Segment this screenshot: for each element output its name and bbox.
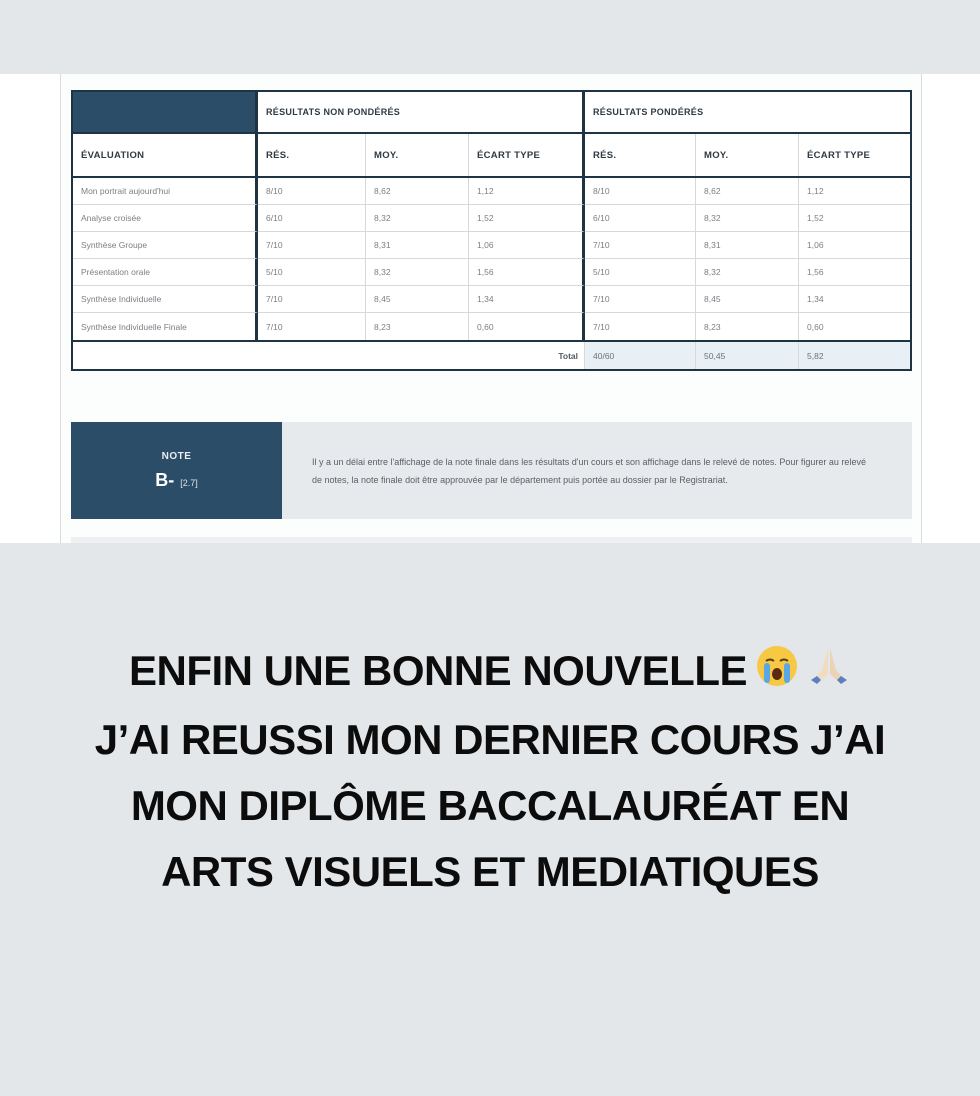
cell-moy-weighted: 8,32 — [696, 205, 799, 232]
cell-moy: 8,62 — [366, 178, 469, 205]
cell-res-weighted: 5/10 — [585, 259, 696, 286]
cell-moy: 8,32 — [366, 205, 469, 232]
cell-ecart-weighted: 1,06 — [799, 232, 910, 259]
group-header-weighted: RÉSULTATS PONDÉRÉS — [593, 107, 704, 117]
cell-ecart-weighted: 1,34 — [799, 286, 910, 313]
cell-ecart: 1,56 — [469, 259, 585, 286]
cell-res-weighted: 6/10 — [585, 205, 696, 232]
table-row — [73, 205, 910, 232]
cell-ecart-weighted: 1,12 — [799, 178, 910, 205]
cell-res-weighted: 7/10 — [585, 313, 696, 340]
cell-ecart-weighted: 0,60 — [807, 321, 824, 332]
cell-evaluation: Synthèse Groupe — [73, 232, 258, 259]
total-ecart: 5,82 — [799, 342, 910, 369]
caption-line-1-text: ENFIN UNE BONNE NOUVELLE — [128, 647, 748, 694]
grade-value: [2.7] — [180, 477, 198, 488]
cell-moy-weighted: 8,32 — [696, 259, 799, 286]
cell-res: 7/10 — [258, 286, 366, 313]
cell-res: 5/10 — [258, 259, 366, 286]
cell-res-weighted: 7/10 — [585, 232, 696, 259]
col-header-res: RÉS. — [258, 134, 366, 176]
col-header-evaluation: ÉVALUATION — [73, 134, 258, 176]
cell-ecart: 1,34 — [469, 286, 585, 313]
caption-line-4: ARTS VISUELS ET MEDIATIQUES — [161, 847, 819, 895]
final-grade-box — [71, 422, 912, 519]
table-column-header-row — [73, 134, 910, 178]
next-section-edge — [71, 537, 912, 543]
total-res: 40/60 — [585, 342, 696, 369]
cell-res: 7/10 — [258, 232, 366, 259]
col-header-res-weighted: RÉS. — [585, 134, 696, 176]
col-header-ecart: ÉCART TYPE — [469, 134, 585, 176]
cell-ecart: 1,52 — [469, 205, 585, 232]
table-body — [73, 178, 910, 342]
table-group-header-row — [73, 92, 910, 134]
table-total-row — [73, 342, 910, 369]
cell-moy: 8,32 — [366, 259, 469, 286]
cell-evaluation: Mon portrait aujourd'hui — [73, 178, 258, 205]
total-moy: 50,45 — [696, 342, 799, 369]
table-row — [73, 232, 910, 259]
cell-evaluation: Présentation orale — [73, 259, 258, 286]
cell-res-weighted: 7/10 — [585, 286, 696, 313]
grade-letter: B- — [155, 469, 175, 490]
table-row — [73, 259, 910, 286]
cell-moy-weighted: 8,45 — [696, 286, 799, 313]
total-label: Total — [73, 342, 585, 369]
story-caption — [0, 638, 980, 905]
cell-ecart-weighted: 1,52 — [799, 205, 910, 232]
group-header-unweighted: RÉSULTATS NON PONDÉRÉS — [258, 92, 585, 132]
col-header-moy-weighted: MOY. — [696, 134, 799, 176]
screenshot-region — [0, 74, 980, 543]
cell-evaluation: Synthèse Individuelle Finale — [73, 313, 258, 340]
cell-ecart: 1,12 — [469, 178, 585, 205]
cell-res-weighted: 8/10 — [585, 178, 696, 205]
table-row — [73, 178, 910, 205]
caption-line-2: J’AI REUSSI MON DERNIER COURS J’AI — [94, 715, 886, 763]
header-corner-block — [73, 92, 258, 132]
table-row — [73, 286, 910, 313]
caption-line-3: MON DIPLÔME BACCALAURÉAT EN — [130, 781, 850, 829]
cell-moy: 8,23 — [366, 313, 469, 340]
cell-res: 8/10 — [258, 178, 366, 205]
col-header-moy: MOY. — [366, 134, 469, 176]
grade-block — [71, 422, 282, 519]
col-header-ecart-weighted: ÉCART TYPE — [807, 149, 871, 161]
grade-info-text: Il y a un délai entre l'affichage de la note finale dans les résultats d'un cours et son affichage dans le relevé de notes. Pour figurer au relevé de notes, la note finale doit être approuvée par le département puis portée au dossier par le Registrariat. — [312, 456, 866, 485]
cell-ecart: 0,60 — [469, 313, 585, 340]
caption-line-1 — [0, 638, 980, 707]
cell-evaluation: Analyse croisée — [73, 205, 258, 232]
cell-ecart-weighted: 1,56 — [799, 259, 910, 286]
cell-evaluation: Synthèse Individuelle — [73, 286, 258, 313]
results-table — [71, 90, 912, 371]
cell-moy: 8,45 — [366, 286, 469, 313]
grade-label: NOTE — [161, 450, 192, 462]
grade-display — [155, 470, 198, 491]
table-row — [73, 313, 910, 340]
results-card — [60, 74, 922, 543]
loudly-crying-face-icon — [755, 641, 799, 707]
cell-moy: 8,31 — [366, 232, 469, 259]
cell-moy-weighted: 8,31 — [696, 232, 799, 259]
cell-res: 7/10 — [258, 313, 366, 340]
folded-hands-icon — [807, 641, 851, 707]
cell-moy-weighted: 8,62 — [696, 178, 799, 205]
cell-moy-weighted: 8,23 — [696, 313, 799, 340]
cell-ecart: 1,06 — [469, 232, 585, 259]
cell-res: 6/10 — [258, 205, 366, 232]
